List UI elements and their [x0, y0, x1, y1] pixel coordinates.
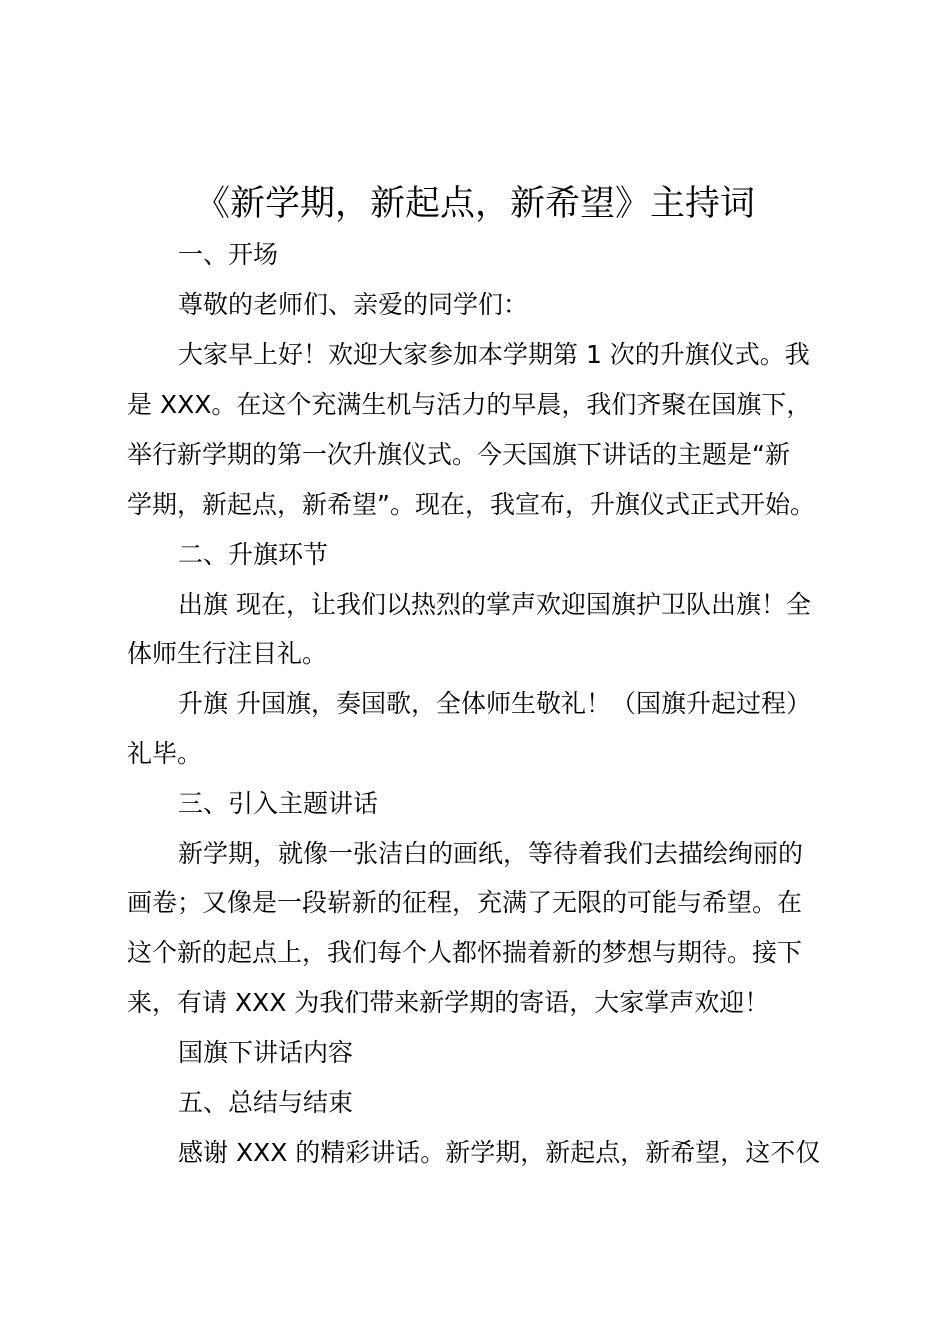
paragraph-line: 升旗 升国旗，奏国歌，全体师生敬礼！（国旗升起过程）	[178, 689, 811, 718]
paragraph-line: 举行新学期的第一次升旗仪式。今天国旗下讲话的主题是“新	[127, 440, 790, 469]
paragraph-line: 新学期，就像一张洁白的画纸，等待着我们去描绘绚丽的	[178, 839, 804, 868]
paragraph-line: 感谢 XXX 的精彩讲话。新学期，新起点，新希望，这不仅	[178, 1138, 821, 1167]
salutation: 尊敬的老师们、亲爱的同学们：	[178, 290, 529, 319]
paragraph-line: 学期，新起点，新希望”。现在，我宣布，升旗仪式正式开始。	[127, 490, 815, 519]
paragraph-line: 这个新的起点上，我们每个人都怀揣着新的梦想与期待。接下	[127, 938, 803, 967]
paragraph-line: 礼毕。	[127, 739, 203, 768]
paragraph-line: 出旗 现在，让我们以热烈的掌声欢迎国旗护卫队出旗！全	[178, 590, 811, 619]
paragraph-line: 是 XXX。在这个充满生机与活力的早晨，我们齐聚在国旗下，	[127, 390, 812, 419]
section-heading-closing: 五、总结与结束	[178, 1088, 354, 1117]
section-heading-opening: 一、开场	[178, 240, 279, 269]
paragraph-line: 画卷；又像是一段崭新的征程，充满了无限的可能与希望。在	[127, 888, 803, 917]
document-title: 《新学期，新起点，新希望》主持词	[194, 184, 755, 224]
speech-content-heading: 国旗下讲话内容	[178, 1038, 354, 1067]
section-heading-theme-speech: 三、引入主题讲话	[178, 789, 379, 818]
paragraph-line: 大家早上好！欢迎大家参加本学期第 1 次的升旗仪式。我	[178, 340, 810, 369]
paragraph-line: 来，有请 XXX 为我们带来新学期的寄语，大家掌声欢迎！	[127, 988, 770, 1017]
section-heading-flag-raising: 二、升旗环节	[178, 540, 329, 569]
paragraph-line: 体师生行注目礼。	[127, 639, 328, 668]
